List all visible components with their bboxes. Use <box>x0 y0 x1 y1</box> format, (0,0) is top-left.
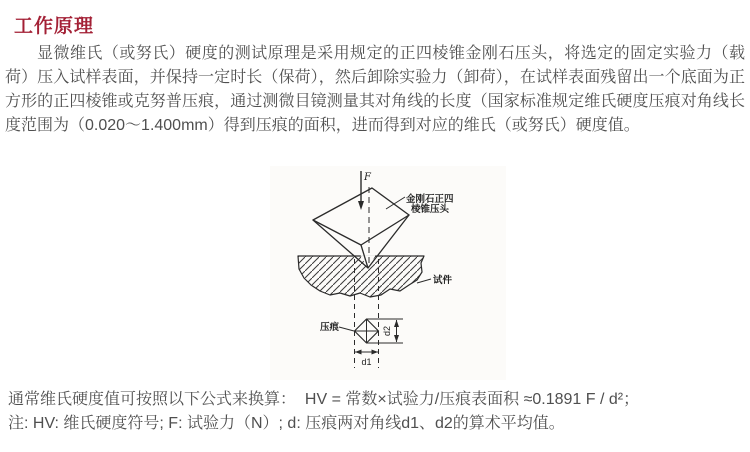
force-label: F <box>364 172 371 183</box>
indenter-label-line1: 金刚石正四 <box>406 194 454 205</box>
d1-label: d1 <box>361 357 372 367</box>
specimen-label: 试件 <box>433 275 453 286</box>
conversion-formula-line: 通常维氏硬度值可按照以下公式来换算： HV = 常数×试验力/压痕表面积 ≈0.1891 F / d²； <box>8 391 640 408</box>
figure-indentation-schematic <box>270 166 506 380</box>
d2-label: d2 <box>382 325 392 337</box>
indenter-label-line2: 棱锥压头 <box>411 204 450 215</box>
intro-paragraph: 显微维氏（或努氏）硬度的测试原理是采用规定的正四棱锥金刚石压头，将选定的固定实验力（载荷）压入试样表面，并保持一定时长（保荷），然后卸除实验力（卸荷），在试样表面残留出一个底面为正方形的正四棱锥或克努普压痕，通过测微目镜测量其对角线的长度（国家标准规定维氏硬度压痕对角线长度范围为（0.020～1.400mm）得到压痕的面积，进而得到对应的维氏（或努氏）硬度值。 <box>5 45 745 134</box>
vickers-indenter-diagram <box>270 166 506 380</box>
indentation-label: 压痕 <box>320 322 340 333</box>
section-title: 工作原理 <box>14 16 95 37</box>
formula-note-line: 注: HV: 维氏硬度符号; F: 试验力（N）; d: 压痕两对角线d1、d2的算术平均值。 <box>8 415 565 432</box>
